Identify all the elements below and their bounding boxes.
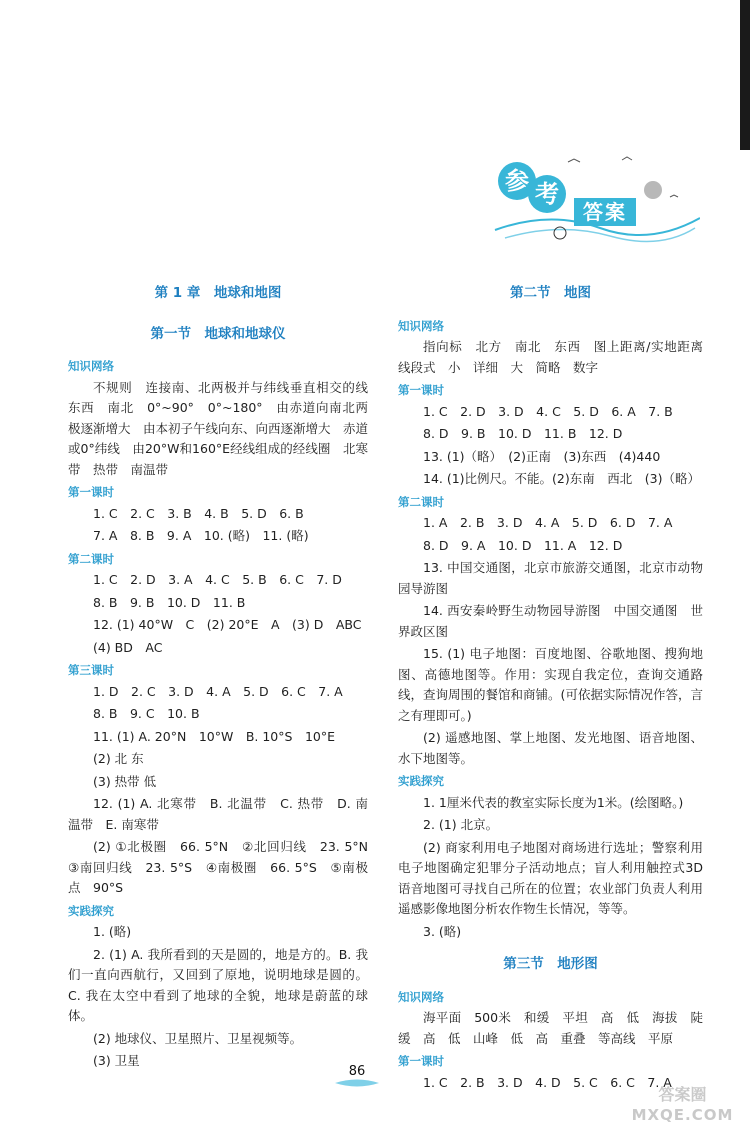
answer-line: 2. (1) 北京。	[423, 817, 499, 832]
answer-line: 1. C 2. B 3. D 4. D 5. C 6. C 7. A	[423, 1074, 672, 1090]
watermark-line-2: MXQE.COM	[631, 1106, 734, 1124]
left-column	[68, 283, 381, 1074]
answer-line: 1. A 2. B 3. D 4. A 5. D 6. D 7. A	[423, 515, 673, 530]
answer-line: 海平面 500米 和缓 平坦 高 低 海拔 陡 缓 高 低 山峰 低 高 重叠 等高线 平原	[398, 1010, 716, 1046]
answer-line: (2) 遥感地图、掌上地图、发光地图、语音地图、水下地图等。	[398, 730, 703, 766]
subsection-heading: 第二课时	[398, 494, 444, 509]
left-content	[68, 356, 381, 1072]
page-number-ornament	[335, 1078, 379, 1088]
watermark-line-1: 答案圈	[658, 1085, 707, 1104]
answer-line: 1. (略)	[93, 924, 132, 939]
answer-line: 指向标 北方 南北 东西 图上距离/实地距离 线段式 小 详细 大 简略 数字	[398, 339, 716, 375]
page-edge-bar	[740, 0, 750, 150]
answer-line: 15. (1) 电子地图：百度地图、谷歌地图、搜狗地图、高德地图等。作用：实现自我定位，查询交通路线，查询周围的餐馆和商铺。(可依据实际情况作答，言之有理即可。)	[398, 646, 703, 723]
banner-char-1: 参	[498, 162, 536, 200]
page-number-text: 86	[348, 1064, 366, 1079]
answer-line: (3) 热带 低	[93, 773, 157, 789]
subsection-heading: 第一课时	[398, 383, 444, 397]
answer-line: 1. C 2. C 3. B 4. B 5. D 6. B	[93, 505, 304, 521]
subsection-heading: 第二课时	[68, 551, 114, 566]
answer-line: 14. (1)比例尺。不能。(2)东南 西北 (3)（略）	[423, 471, 700, 486]
section-title-2: 第二节 地图	[510, 285, 591, 301]
watermark	[620, 1085, 745, 1131]
subsection-heading: 第一课时	[398, 1054, 444, 1068]
answer-line: (4) BD AC	[93, 639, 163, 655]
section-title-1: 第一节 地球和地球仪	[150, 325, 286, 342]
banner-char-3: 答案	[574, 198, 636, 226]
subsection-heading: 第一课时	[68, 485, 114, 499]
answer-line: 1. 1厘米代表的教室实际长度为1米。(绘图略。)	[423, 794, 684, 810]
answer-line: (2) 地球仪、卫星照片、卫星视频等。	[93, 1030, 303, 1046]
answer-line: 12. (1) A. 北寒带 B. 北温带 C. 热带 D. 南温带 E. 南寒带	[68, 796, 368, 832]
subsection-heading: 实践探究	[68, 903, 114, 918]
answer-line: 8. B 9. C 10. B	[93, 706, 200, 721]
answer-line: (2) 商家利用电子地图对商场进行选址；警察利用电子地图确定犯罪分子活动地点；盲人利用触控式3D语音地图可寻找自己所在的位置；农业部门负责人利用遥感影像地图分析农作物生长情况，等等。	[398, 839, 703, 916]
answer-line: (2) ①北极圈 66. 5°N ②北回归线 23. 5°N ③南回归线 23. 5°S ④南极圈 66. 5°S ⑤南极点 90°S	[68, 839, 381, 895]
answer-line: 1. C 2. D 3. D 4. C 5. D 6. A 7. B	[423, 403, 673, 419]
subsection-heading: 第三课时	[68, 663, 114, 677]
section-title-3: 第三节 地形图	[503, 956, 598, 972]
chapter-title: 第 1 章 地球和地图	[154, 285, 282, 301]
answer-line: 1. D 2. C 3. D 4. A 5. D 6. C 7. A	[93, 683, 343, 699]
answer-line: 11. (1) A. 20°N 10°W B. 10°S 10°E	[93, 728, 335, 744]
answer-line: 7. A 8. B 9. A 10. (略) 11. (略)	[93, 528, 309, 543]
answer-line: 13. (1)（略） (2)正南 (3)东西 (4)440	[423, 448, 661, 464]
answer-line: 8. D 9. A 10. D 11. A 12. D	[423, 537, 623, 553]
answer-line: 12. (1) 40°W C (2) 20°E A (3) D ABC	[93, 617, 362, 632]
answer-line: 不规则 连接南、北两极并与纬线垂直相交的线 东西 南北 0°~90° 0°~180° 由赤道向南北两极逐渐增大 由本初子午线向东、向西逐渐增大 赤道或0°纬线 由20°W和160°E经线组成的经线圈 北寒带 热带 南温带	[68, 379, 381, 477]
subsection-heading: 知识网络	[398, 318, 444, 333]
page-number	[335, 1062, 379, 1088]
answer-line: 2. (1) A. 我所看到的天是圆的，地是方的。B. 我们一直向西航行，又回到了原地，说明地球是圆的。C. 我在太空中看到了地球的全貌，地球是蔚蓝的球体。	[68, 946, 368, 1023]
banner-char-2: 考	[528, 175, 566, 213]
subsection-heading: 知识网络	[68, 359, 114, 373]
section-2-content	[398, 316, 716, 943]
answer-line: 8. B 9. B 10. D 11. B	[93, 594, 246, 610]
answer-line: (2) 北 东	[93, 751, 144, 766]
subsection-heading: 知识网络	[398, 989, 444, 1004]
answer-line: (3) 卫星	[93, 1053, 140, 1068]
answer-line: 1. C 2. D 3. A 4. C 5. B 6. C 7. D	[93, 572, 342, 587]
answer-line: 3. (略)	[423, 923, 462, 939]
answer-line: 14. 西安秦岭野生动物园导游图 中国交通图 世界政区图	[398, 603, 703, 639]
section-3-content	[398, 987, 716, 1094]
answer-line: 13. 中国交通图，北京市旅游交通图，北京市动物园导游图	[398, 560, 703, 596]
subsection-heading: 实践探究	[398, 774, 444, 788]
answer-line: 8. D 9. B 10. D 11. B 12. D	[423, 426, 623, 441]
